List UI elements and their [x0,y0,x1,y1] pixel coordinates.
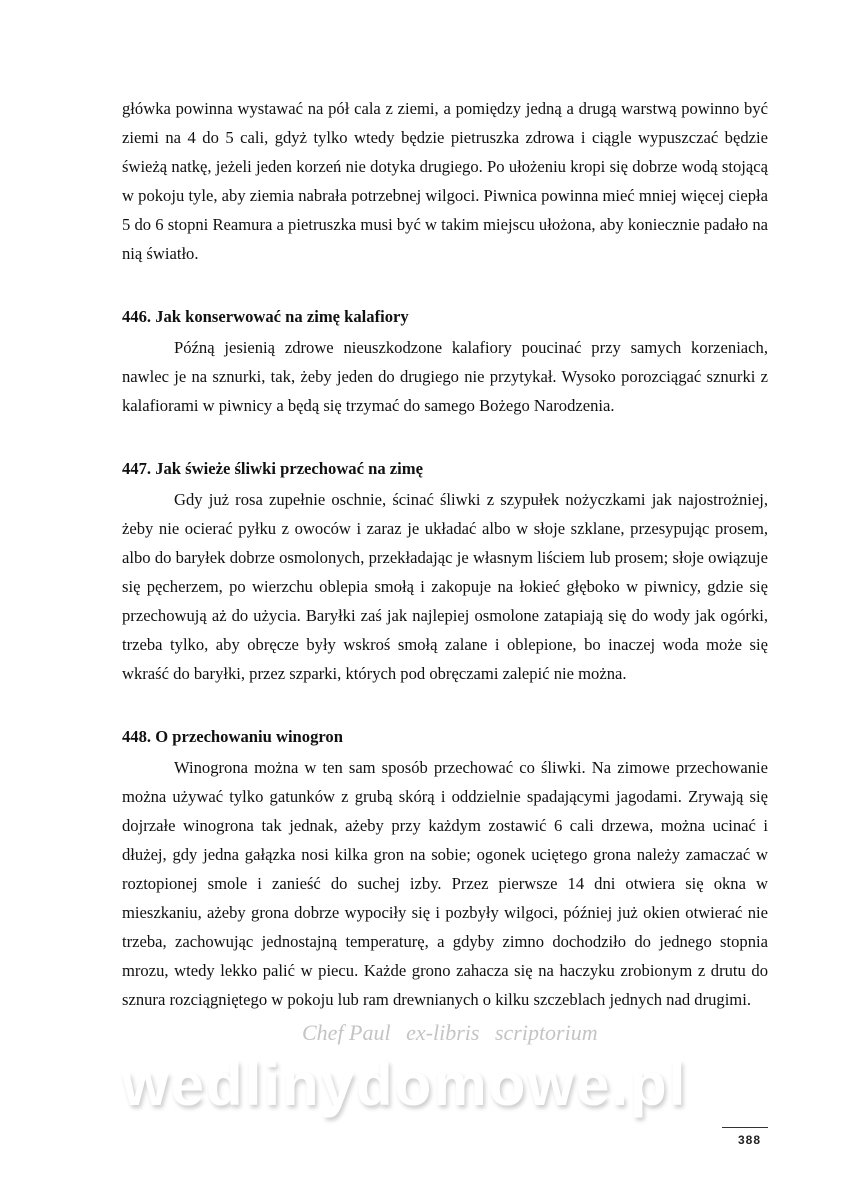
ex-libris-stamp [302,1020,768,1046]
section-heading-448: 448. O przechowaniu winogron [122,727,343,746]
section-text-446: Późną jesienią zdrowe nieuszkodzone kalafiory poucinać przy samych korzeniach, nawlec je na sznurki, tak, żeby jeden do drugiego nie przytykał. Wysoko porozciągać sznurki z kalafiorami w piwnicy a będą się trzymać do samego Bożego Narodzenia. [122,338,768,415]
watermark: wedlinydomowe.pl [122,1051,688,1118]
section-heading-447: 447. Jak świeże śliwki przechować na zimę [122,459,423,478]
section-text-448: Winogrona można w ten sam sposób przechować co śliwki. Na zimowe przechowanie można używać tylko gatunków z grubą skórą i oddzielnie spadającymi jagodami. Zrywają się dojrzałe winogrona tak jednak, ażeby przy każdym zostawić 6 cali drzewa, można ucinać i dłużej, gdy jedna gałązka nosi kilka gron na sobie; ogonek uciętego grona należy zamaczać w roztopionej smole i zanieść do suchej izby. Przez pierwsze 14 dni otwiera się okna w mieszkaniu, ażeby grona dobrze wypociły się i pozbyły wilgoci, później już okien otwierać nie trzeba, zachowując jednostajną temperaturę, a gdyby zimno dochodziło do jednego stopnia mrozu, wtedy lekko palić w piecu. Każde grono zahacza się na haczyku zrobionym z drutu do sznura rozciągniętego w pokoju lub ram drewnianych o kilku szczeblach jednych nad drugimi. [122,758,768,1009]
page-number: 388 [738,1133,762,1147]
section-text-447: Gdy już rosa zupełnie oschnie, ścinać śliwki z szypułek nożyczkami jak najostrożniej, żeby nie ocierać pyłku z owoców i zaraz je układać albo w słoje szklane, przesypując prosem, albo do baryłek dobrze osmolonych, przekładając je własnym liściem lub prosem; słoje owiązuje się pęcherzem, po wierzchu oblepia smołą i zakopuje na łokieć głęboko w piwnicy, gdzie się przechowują aż do użycia. Baryłki zaś jak najlepiej osmolone zatapiają się do wody jak ogórki, trzeba tylko, aby obręcze były wskroś smołą zalane i oblepione, bo inaczej woda może się wkraść do baryłki, przez szparki, których pod obręczami zalepić nie można. [122,490,768,683]
intro-paragraph: główka powinna wystawać na pół cala z ziemi, a pomiędzy jedną a drugą warstwą powinno być ziemi na 4 do 5 cali, gdyż tylko wtedy będzie pietruszka zdrowa i ciągle wypuszczać będzie świeżą natkę, jeżeli jeden korzeń nie dotyka drugiego. Po ułożeniu kropi się dobrze wodą stojącą w pokoju tyle, aby ziemia nabrała potrzebnej wilgoci. Piwnica powinna mieć mniej więcej ciepła 5 do 6 stopni Reamura a pietruszka musi być w takim miejscu ułożona, aby koniecznie padało na nią światło. [122,99,768,263]
page-body [122,94,768,1118]
stamp-line: scriptorium [494,1020,598,1045]
stamp-line: ex-libris [406,1020,480,1045]
stamp-line: Chef Paul [302,1020,391,1045]
section-heading-446: 446. Jak konserwować na zimę kalafiory [122,307,409,326]
footer-rule [722,1127,768,1128]
